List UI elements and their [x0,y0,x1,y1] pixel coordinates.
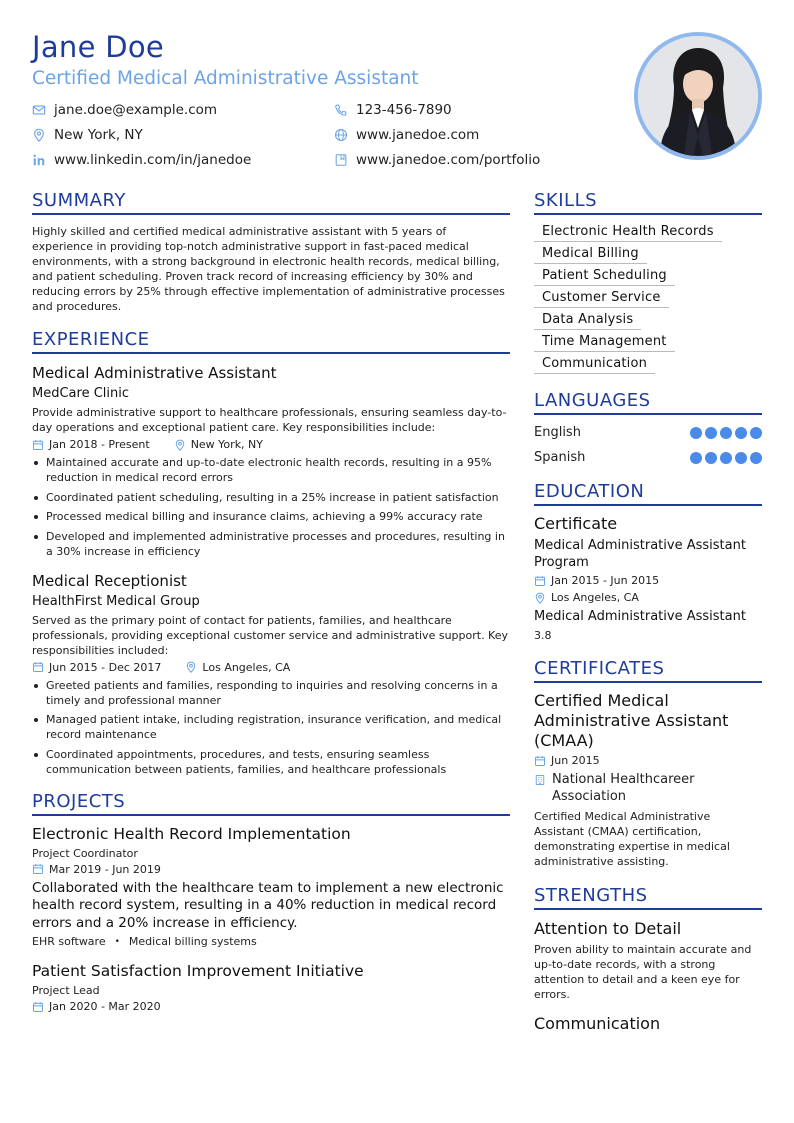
summary-heading: SUMMARY [32,190,510,215]
strength-title: Attention to Detail [534,919,682,938]
calendar-icon [32,1001,44,1013]
bullet-item: Managed patient intake, including registration, insurance verification, and medical record maintenance [32,712,510,742]
project-dates: Mar 2019 - Jun 2019 [49,862,161,876]
tag-separator: • [114,936,120,947]
phone-text: 123-456-7890 [356,102,452,118]
education-dates: Jan 2015 - Jun 2015 [551,574,660,587]
calendar-icon [32,863,44,875]
skill-tag: Communication [534,356,655,374]
job-meta [32,661,510,674]
bullet-item: Greeted patients and families, responding to inquiries and resolving concerns in a timely and professional manner [32,678,510,708]
job-location: Los Angeles, CA [202,660,291,674]
certificate-description: Certified Medical Administrative Assistant (CMAA) certification, demonstrating expertise in medical administrative assisting. [534,810,730,868]
location-pin-icon [534,592,546,604]
certificate-meta [534,754,762,767]
level-dot [720,452,732,464]
job-meta [32,438,510,451]
email-icon [32,103,46,117]
level-dot [735,452,747,464]
job-location: New York, NY [190,438,263,451]
language-row [534,450,762,465]
strengths-heading: STRENGTHS [534,885,762,910]
experience-heading: EXPERIENCE [32,329,510,354]
company-name: HealthFirst Medical Group [32,593,200,609]
certificate-item [534,691,762,869]
job-dates: Jan 2018 - Present [49,438,150,451]
job-dates: Jun 2015 - Dec 2017 [49,660,162,674]
languages-list [534,425,762,465]
level-dot [735,427,747,439]
bullet-item: Developed and implemented administrative processes and procedures, resulting in a 30% increase in efficiency [32,529,510,559]
project-dates: Jan 2020 - Mar 2020 [49,1000,161,1013]
bullet-item: Processed medical billing and insurance claims, achieving a 99% accuracy rate [32,509,510,524]
level-dot [690,427,702,439]
project-role: Project Coordinator [32,846,138,860]
calendar-icon [32,439,44,451]
contact-phone[interactable] [334,102,452,118]
job-description: Provide administrative support to healthcare professionals, ensuring seamless day-to-day operations and exceptional patient care. Key responsibilities include: [32,406,507,434]
job-title: Medical Administrative Assistant [32,364,277,382]
project-title: Electronic Health Record Implementation [32,824,351,843]
skills-heading: SKILLS [534,190,762,215]
company-name: MedCare Clinic [32,386,129,401]
left-column [32,190,510,1017]
linkedin-icon [32,153,46,167]
level-dot [705,427,717,439]
project-title: Patient Satisfaction Improvement Initiative [32,962,364,980]
language-name: Spanish [534,450,586,465]
skill-tag: Customer Service [534,290,669,308]
building-icon [534,774,546,786]
gpa: 3.8 [534,629,552,642]
certificate-date: Jun 2015 [551,754,600,767]
education-section [534,481,762,642]
project-meta [32,1000,510,1013]
contact-portfolio[interactable] [334,152,540,168]
project-role: Project Lead [32,984,100,997]
education-meta-location [534,591,762,604]
location-text: New York, NY [54,127,143,143]
experience-item [32,364,510,559]
bookmark-icon [334,153,348,167]
summary-text: Highly skilled and certified medical administrative assistant with 5 years of experience in providing top-notch administrative support in fast-paced medical environments, with a strong background in electronic health records, medical billing, and patient scheduling. Proven track record of increasing efficiency by 30% and reducing errors by 25% through effective implementation of administrative processes and procedures. [32,225,505,313]
location-pin-icon [174,439,186,451]
level-dot [705,452,717,464]
linkedin-text: www.linkedin.com/in/janedoe [54,152,252,168]
strength-item [534,1014,762,1033]
project-meta [32,863,510,876]
degree: Certificate [534,514,618,533]
project-tag: Medical billing systems [128,935,257,948]
skill-tag: Data Analysis [534,312,641,330]
candidate-title: Certified Medical Administrative Assistant [32,68,419,89]
project-tag: EHR software [32,935,106,948]
strengths-section [534,885,762,1033]
language-row [534,425,762,440]
languages-section [534,390,762,465]
languages-heading: LANGUAGES [534,390,762,415]
location-pin-icon [32,128,46,142]
bullet-item: Maintained accurate and up-to-date electronic health records, resulting in a 95% reduction in medical record errors [32,455,510,485]
education-heading: EDUCATION [534,481,762,506]
contact-location [32,127,143,143]
program-name: Medical Administrative Assistant Program [534,538,746,570]
certificates-section [534,658,762,869]
level-dot [750,427,762,439]
strength-title: Communication [534,1014,661,1033]
projects-heading: PROJECTS [32,791,510,816]
language-name: English [534,425,581,440]
language-level [690,427,762,439]
skills-list [534,224,762,378]
portfolio-text: www.janedoe.com/portfolio [356,152,541,168]
calendar-icon [534,575,546,587]
email-text: jane.doe@example.com [54,102,218,118]
calendar-icon [534,755,546,767]
projects-section [32,791,510,1014]
job-description: Served as the primary point of contact for patients, families, and healthcare professionals, providing exceptional customer service and administrative support. Key responsibilities included: [32,613,509,657]
globe-icon [334,128,348,142]
contact-website[interactable] [334,127,479,143]
skill-tag: Patient Scheduling [534,268,675,286]
skill-tag: Time Management [534,334,675,352]
strength-description: Proven ability to maintain accurate and up-to-date records, with a strong attention to detail and a keen eye for errors. [534,943,752,1001]
education-item [534,514,762,642]
bullet-item: Coordinated appointments, procedures, and tests, ensuring seamless communication between patients, families, and healthcare professionals [32,747,510,777]
skill-tag: Medical Billing [534,246,647,264]
certificate-title: Certified Medical Administrative Assistant (CMAA) [534,691,729,750]
project-item [32,825,510,949]
summary-section [32,190,510,314]
certificate-issuer [534,771,762,805]
location-pin-icon [185,661,197,673]
contact-linkedin[interactable] [32,152,251,168]
job-bullets [32,455,510,559]
candidate-name: Jane Doe [32,30,165,64]
job-title: Medical Receptionist [32,571,187,590]
certificates-heading: CERTIFICATES [534,658,762,683]
bullet-item: Coordinated patient scheduling, resulting in a 25% increase in patient satisfaction [32,490,510,505]
education-location: Los Angeles, CA [551,591,639,604]
contact-email[interactable] [32,102,217,118]
project-item [32,962,510,1013]
job-bullets [32,678,510,777]
language-level [690,452,762,464]
field-of-study: Medical Administrative Assistant [534,609,746,624]
skills-section [534,190,762,378]
right-column [534,190,762,1037]
calendar-icon [32,661,44,673]
project-tags [32,935,510,948]
website-text: www.janedoe.com [356,127,480,143]
education-meta-dates [534,574,762,587]
phone-icon [334,103,348,117]
level-dot [690,452,702,464]
experience-section [32,329,510,777]
level-dot [750,452,762,464]
skill-tag: Electronic Health Records [534,224,722,242]
issuer-name: National Healthcareer Association [552,772,695,804]
project-description: Collaborated with the healthcare team to implement a new electronic health record system, resulting in a 40% reduction in medical record errors and a 20% increase in efficiency. [32,879,504,931]
strength-item [534,919,762,1002]
experience-item [32,572,510,777]
profile-photo [634,32,762,160]
level-dot [720,427,732,439]
